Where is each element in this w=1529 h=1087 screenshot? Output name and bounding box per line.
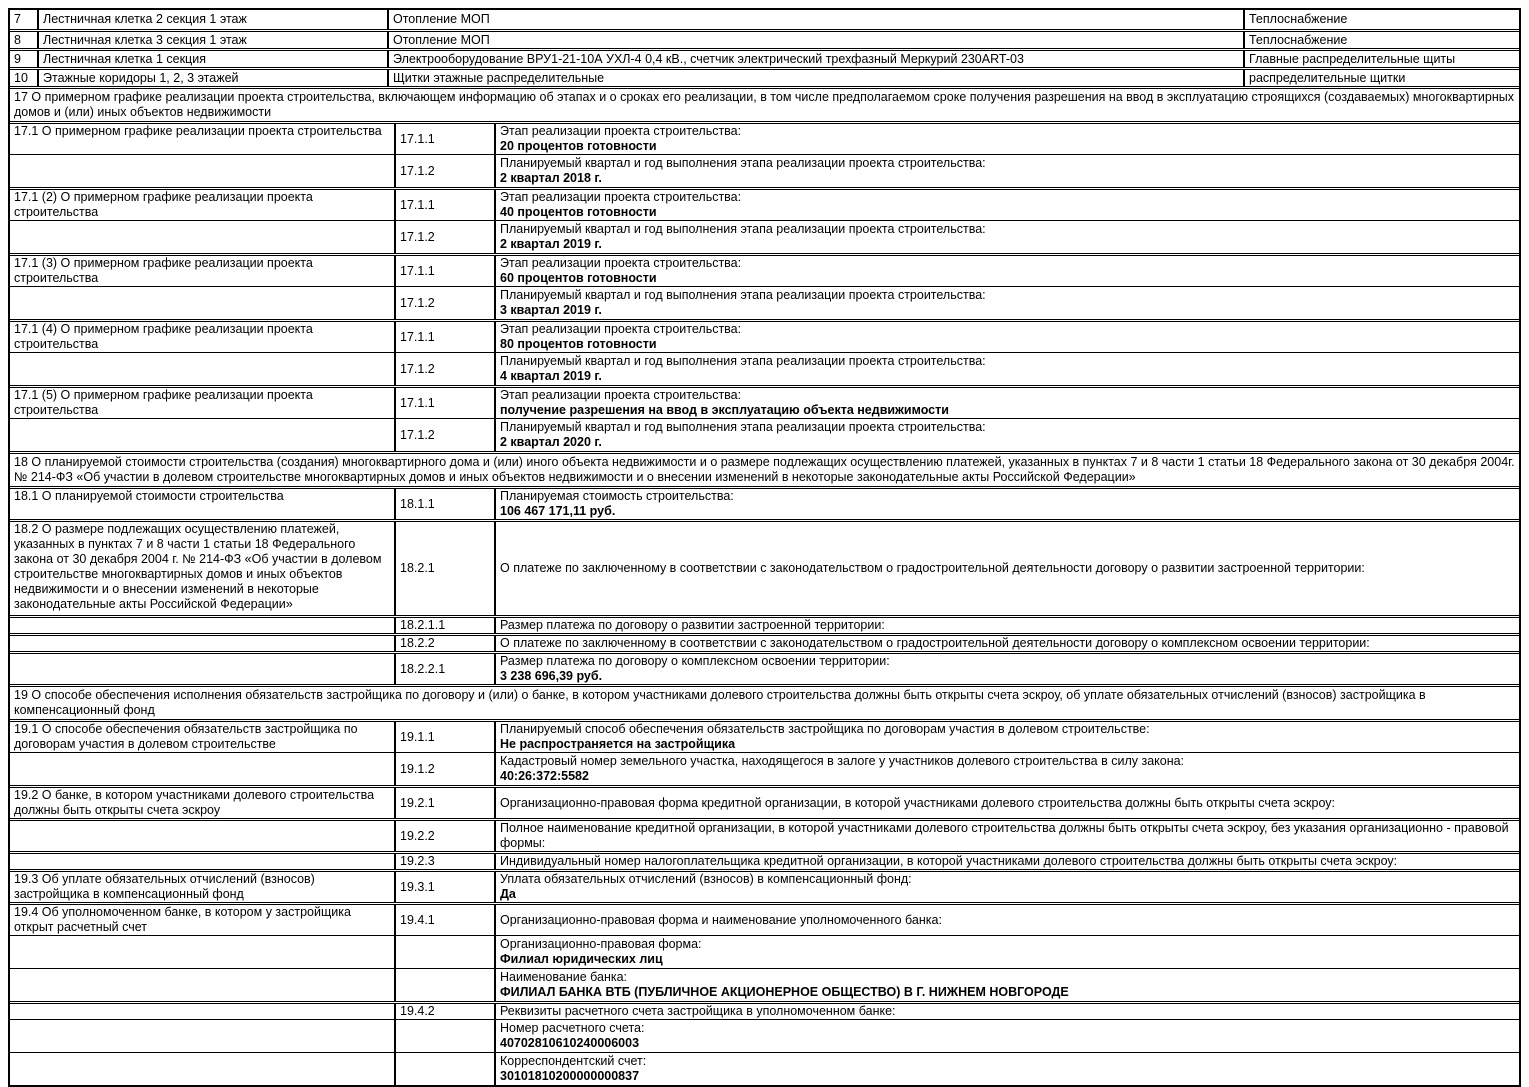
table-row (10, 187, 1519, 220)
field-value: 2 квартал 2018 г. (500, 171, 1515, 186)
field-label: Планируемый способ обеспечения обязательств застройщика по договорам участия в долевом строительстве: (500, 722, 1515, 737)
item-content-cell (494, 419, 1519, 451)
field-label: Этап реализации проекта строительства: (500, 256, 1515, 271)
item-code-cell: 18.1.1 (394, 489, 494, 519)
row-number-cell: 10 (10, 70, 37, 86)
table-row (10, 1001, 1519, 1019)
item-description-cell: 17.1 (2) О примерном графике реализации проекта строительства (10, 190, 394, 220)
item-description-cell (10, 155, 394, 187)
item-description-cell: 17.1 (3) О примерном графике реализации проекта строительства (10, 256, 394, 286)
item-content-cell (494, 969, 1519, 1001)
table-row (10, 220, 1519, 253)
field-value: получение разрешения на ввод в эксплуатацию объекта недвижимости (500, 403, 1515, 418)
field-label: Уплата обязательных отчислений (взносов) в компенсационный фонд: (500, 872, 1515, 887)
item-description-cell (10, 1053, 394, 1085)
premises-name-cell: Лестничная клетка 2 секция 1 этаж (37, 10, 387, 29)
item-code-cell: 19.1.1 (394, 722, 494, 752)
table-row (10, 902, 1519, 935)
table-row (10, 615, 1519, 633)
item-content-cell (494, 618, 1519, 633)
table-row (10, 48, 1519, 67)
item-description-cell (10, 1004, 394, 1019)
item-description-cell (10, 221, 394, 253)
item-code-cell: 17.1.1 (394, 256, 494, 286)
table-row (10, 818, 1519, 851)
premises-name-cell: Лестничная клетка 3 секция 1 этаж (37, 32, 387, 48)
row-number-cell: 7 (10, 10, 37, 29)
field-label: Планируемый квартал и год выполнения этапа реализации проекта строительства: (500, 288, 1515, 303)
item-description-cell (10, 753, 394, 785)
table-row (10, 1019, 1519, 1052)
item-code-cell (394, 1053, 494, 1085)
item-code-cell: 19.2.1 (394, 788, 494, 818)
field-value: 3 238 696,39 руб. (500, 669, 1515, 684)
table-row (10, 10, 1519, 29)
table-row (10, 253, 1519, 286)
table-row (10, 851, 1519, 869)
field-label: Кадастровый номер земельного участка, находящегося в залоге у участников долевого строительства в силу закона: (500, 754, 1515, 769)
item-description-cell: 18.2 О размере подлежащих осуществлению платежей, указанных в пунктах 7 и 8 части 1 статьи 18 Федерального закона от 30 декабря 2004 г. № 214-ФЗ «Об участии в долевом строительстве многоквартирных домов и иных объектов недвижимости и о внесении изменений в некоторые законодательные акты Российской Федерации» (10, 522, 394, 615)
field-label: Наименование банка: (500, 970, 1515, 985)
table-row (10, 121, 1519, 154)
item-code-cell: 18.2.1.1 (394, 618, 494, 633)
system-type-cell: Теплоснабжение (1243, 32, 1519, 48)
field-label: Этап реализации проекта строительства: (500, 124, 1515, 139)
field-value: 40:26:372:5582 (500, 769, 1515, 784)
item-description-cell (10, 636, 394, 651)
item-code-cell (394, 1020, 494, 1052)
table-row (10, 154, 1519, 187)
table-row (10, 935, 1519, 968)
field-value: 2 квартал 2019 г. (500, 237, 1515, 252)
table-row (10, 519, 1519, 615)
item-description-cell (10, 936, 394, 968)
table-row (10, 352, 1519, 385)
field-label: Размер платежа по договору о комплексном освоении территории: (500, 654, 1515, 669)
item-description-cell (10, 618, 394, 633)
field-value: 2 квартал 2020 г. (500, 435, 1515, 450)
item-content-cell (494, 353, 1519, 385)
item-description-cell: 17.1 О примерном графике реализации проекта строительства (10, 124, 394, 154)
field-label: Размер платежа по договору о развитии застроенной территории: (500, 618, 1515, 633)
field-value: 4 квартал 2019 г. (500, 369, 1515, 384)
field-value: Филиал юридических лиц (500, 952, 1515, 967)
item-description-cell: 19.1 О способе обеспечения обязательств застройщика по договорам участия в долевом строительстве (10, 722, 394, 752)
item-content-cell (494, 654, 1519, 684)
section-header: 19 О способе обеспечения исполнения обязательств застройщика по договору и (или) о банке, в котором участниками долевого строительства должны быть открыты счета эскроу, об уплате обязательных отчислений (взносов) застройщика в компенсационный фонд (10, 684, 1519, 719)
item-code-cell: 17.1.2 (394, 221, 494, 253)
item-description-cell: 19.2 О банке, в котором участниками долевого строительства должны быть открыты счета эскроу (10, 788, 394, 818)
item-code-cell: 17.1.1 (394, 388, 494, 418)
item-description-cell: 19.3 Об уплате обязательных отчислений (взносов) застройщика в компенсационный фонд (10, 872, 394, 902)
item-content-cell (494, 221, 1519, 253)
item-content-cell (494, 489, 1519, 519)
item-description-cell (10, 287, 394, 319)
field-label: Полное наименование кредитной организации, в которой участниками долевого строительства должны быть открыты счета эскроу, без указания организационно - правовой формы: (500, 821, 1515, 851)
field-value: ФИЛИАЛ БАНКА ВТБ (ПУБЛИЧНОЕ АКЦИОНЕРНОЕ ОБЩЕСТВО) В Г. НИЖНЕМ НОВГОРОДЕ (500, 985, 1515, 1000)
table-row (10, 29, 1519, 48)
item-content-cell (494, 1020, 1519, 1052)
item-content-cell (494, 124, 1519, 154)
field-label: Организационно-правовая форма: (500, 937, 1515, 952)
item-code-cell: 19.4.2 (394, 1004, 494, 1019)
table-row (10, 67, 1519, 86)
item-code-cell: 19.4.1 (394, 905, 494, 935)
section-header: 17 О примерном графике реализации проекта строительства, включающем информацию об этапах и о сроках его реализации, в том числе предполагаемом сроке получения разрешения на ввод в эксплуатацию строящихся (создаваемых) многоквартирных домов и (или) иных объектов недвижимости (10, 86, 1519, 121)
item-content-cell (494, 753, 1519, 785)
field-label: О платеже по заключенному в соответствии с законодательством о градостроительной деятельности договору о комплексном освоении территории: (500, 636, 1515, 651)
field-value: 20 процентов готовности (500, 139, 1515, 154)
item-content-cell (494, 854, 1519, 869)
item-description-cell (10, 353, 394, 385)
item-content-cell (494, 1053, 1519, 1085)
item-content-cell (494, 722, 1519, 752)
item-code-cell: 19.2.3 (394, 854, 494, 869)
item-code-cell: 17.1.2 (394, 353, 494, 385)
field-value: 60 процентов готовности (500, 271, 1515, 286)
field-label: Этап реализации проекта строительства: (500, 322, 1515, 337)
item-code-cell (394, 936, 494, 968)
item-code-cell: 19.2.2 (394, 821, 494, 851)
table-row (10, 1052, 1519, 1085)
item-code-cell: 17.1.1 (394, 322, 494, 352)
field-label: Планируемая стоимость строительства: (500, 489, 1515, 504)
item-description-cell (10, 1020, 394, 1052)
system-type-cell: Теплоснабжение (1243, 10, 1519, 29)
equipment-description-cell: Отопление МОП (387, 10, 1243, 29)
field-label: Планируемый квартал и год выполнения этапа реализации проекта строительства: (500, 222, 1515, 237)
item-content-cell (494, 388, 1519, 418)
table-row (10, 486, 1519, 519)
item-code-cell: 19.3.1 (394, 872, 494, 902)
table-row (10, 385, 1519, 418)
field-value: Да (500, 887, 1515, 902)
table-row (10, 286, 1519, 319)
table-row (10, 752, 1519, 785)
field-label: Индивидуальный номер налогоплательщика кредитной организации, в которой участниками долевого строительства должны быть открыты счета эскроу: (500, 854, 1515, 869)
field-label: Этап реализации проекта строительства: (500, 190, 1515, 205)
item-code-cell (394, 969, 494, 1001)
field-label: Планируемый квартал и год выполнения этапа реализации проекта строительства: (500, 420, 1515, 435)
field-value: 40702810610240006003 (500, 1036, 1515, 1051)
item-description-cell (10, 821, 394, 851)
item-content-cell (494, 155, 1519, 187)
item-code-cell: 17.1.1 (394, 124, 494, 154)
field-label: О платеже по заключенному в соответствии с законодательством о градостроительной деятельности договору о развитии застроенной территории: (500, 561, 1515, 576)
item-code-cell: 18.2.2 (394, 636, 494, 651)
field-value: 80 процентов готовности (500, 337, 1515, 352)
equipment-description-cell: Отопление МОП (387, 32, 1243, 48)
table-row (10, 319, 1519, 352)
item-content-cell (494, 1004, 1519, 1019)
field-label: Номер расчетного счета: (500, 1021, 1515, 1036)
item-content-cell (494, 256, 1519, 286)
field-label: Этап реализации проекта строительства: (500, 388, 1515, 403)
table-row (10, 785, 1519, 818)
table-row (10, 719, 1519, 752)
item-code-cell: 19.1.2 (394, 753, 494, 785)
premises-name-cell: Этажные коридоры 1, 2, 3 этажей (37, 70, 387, 86)
table-row (10, 869, 1519, 902)
row-number-cell: 9 (10, 51, 37, 67)
item-content-cell (494, 287, 1519, 319)
field-label: Организационно-правовая форма кредитной организации, в которой участниками долевого строительства должны быть открыты счета эскроу: (500, 796, 1515, 811)
item-content-cell (494, 636, 1519, 651)
item-code-cell: 17.1.2 (394, 419, 494, 451)
item-content-cell (494, 821, 1519, 851)
item-content-cell (494, 322, 1519, 352)
item-code-cell: 17.1.2 (394, 287, 494, 319)
row-number-cell: 8 (10, 32, 37, 48)
system-type-cell: Главные распределительные щиты (1243, 51, 1519, 67)
field-label: Корреспондентский счет: (500, 1054, 1515, 1069)
field-value: 3 квартал 2019 г. (500, 303, 1515, 318)
item-description-cell (10, 654, 394, 684)
item-content-cell (494, 936, 1519, 968)
item-content-cell (494, 872, 1519, 902)
document-table (8, 8, 1521, 1087)
section-header: 18 О планируемой стоимости строительства (создания) многоквартирного дома и (или) иного объекта недвижимости и о размере подлежащих осуществлению платежей, указанных в пунктах 7 и 8 части 1 статьи 18 Федерального закона от 30 декабря 2004г. № 214-ФЗ «Об участии в долевом строительстве многоквартирных домов и иных объектов недвижимости и о внесении изменений в некоторые законодательные акты Российской Федерации» (10, 451, 1519, 486)
item-content-cell (494, 788, 1519, 818)
field-value: Не распространяется на застройщика (500, 737, 1515, 752)
item-description-cell: 17.1 (5) О примерном графике реализации проекта строительства (10, 388, 394, 418)
item-description-cell (10, 854, 394, 869)
table-row (10, 651, 1519, 684)
field-value: 30101810200000000837 (500, 1069, 1515, 1084)
item-description-cell: 17.1 (4) О примерном графике реализации проекта строительства (10, 322, 394, 352)
field-label: Организационно-правовая форма и наименование уполномоченного банка: (500, 913, 1515, 928)
item-content-cell (494, 905, 1519, 935)
item-description-cell (10, 969, 394, 1001)
field-label: Реквизиты расчетного счета застройщика в уполномоченном банке: (500, 1004, 1515, 1019)
table-row (10, 968, 1519, 1001)
item-code-cell: 17.1.1 (394, 190, 494, 220)
premises-name-cell: Лестничная клетка 1 секция (37, 51, 387, 67)
field-value: 106 467 171,11 руб. (500, 504, 1515, 519)
item-code-cell: 18.2.2.1 (394, 654, 494, 684)
item-content-cell (494, 522, 1519, 615)
field-label: Планируемый квартал и год выполнения этапа реализации проекта строительства: (500, 156, 1515, 171)
item-content-cell (494, 190, 1519, 220)
equipment-description-cell: Щитки этажные распределительные (387, 70, 1243, 86)
item-description-cell (10, 419, 394, 451)
item-code-cell: 18.2.1 (394, 522, 494, 615)
table-row (10, 418, 1519, 451)
equipment-description-cell: Электрооборудование ВРУ1-21-10А УХЛ-4 0,4 кВ., счетчик электрический трехфазный Меркурий 230ART-03 (387, 51, 1243, 67)
item-description-cell: 19.4 Об уполномоченном банке, в котором у застройщика открыт расчетный счет (10, 905, 394, 935)
field-label: Планируемый квартал и год выполнения этапа реализации проекта строительства: (500, 354, 1515, 369)
field-value: 40 процентов готовности (500, 205, 1515, 220)
item-description-cell: 18.1 О планируемой стоимости строительства (10, 489, 394, 519)
table-row (10, 633, 1519, 651)
system-type-cell: распределительные щитки (1243, 70, 1519, 86)
item-code-cell: 17.1.2 (394, 155, 494, 187)
